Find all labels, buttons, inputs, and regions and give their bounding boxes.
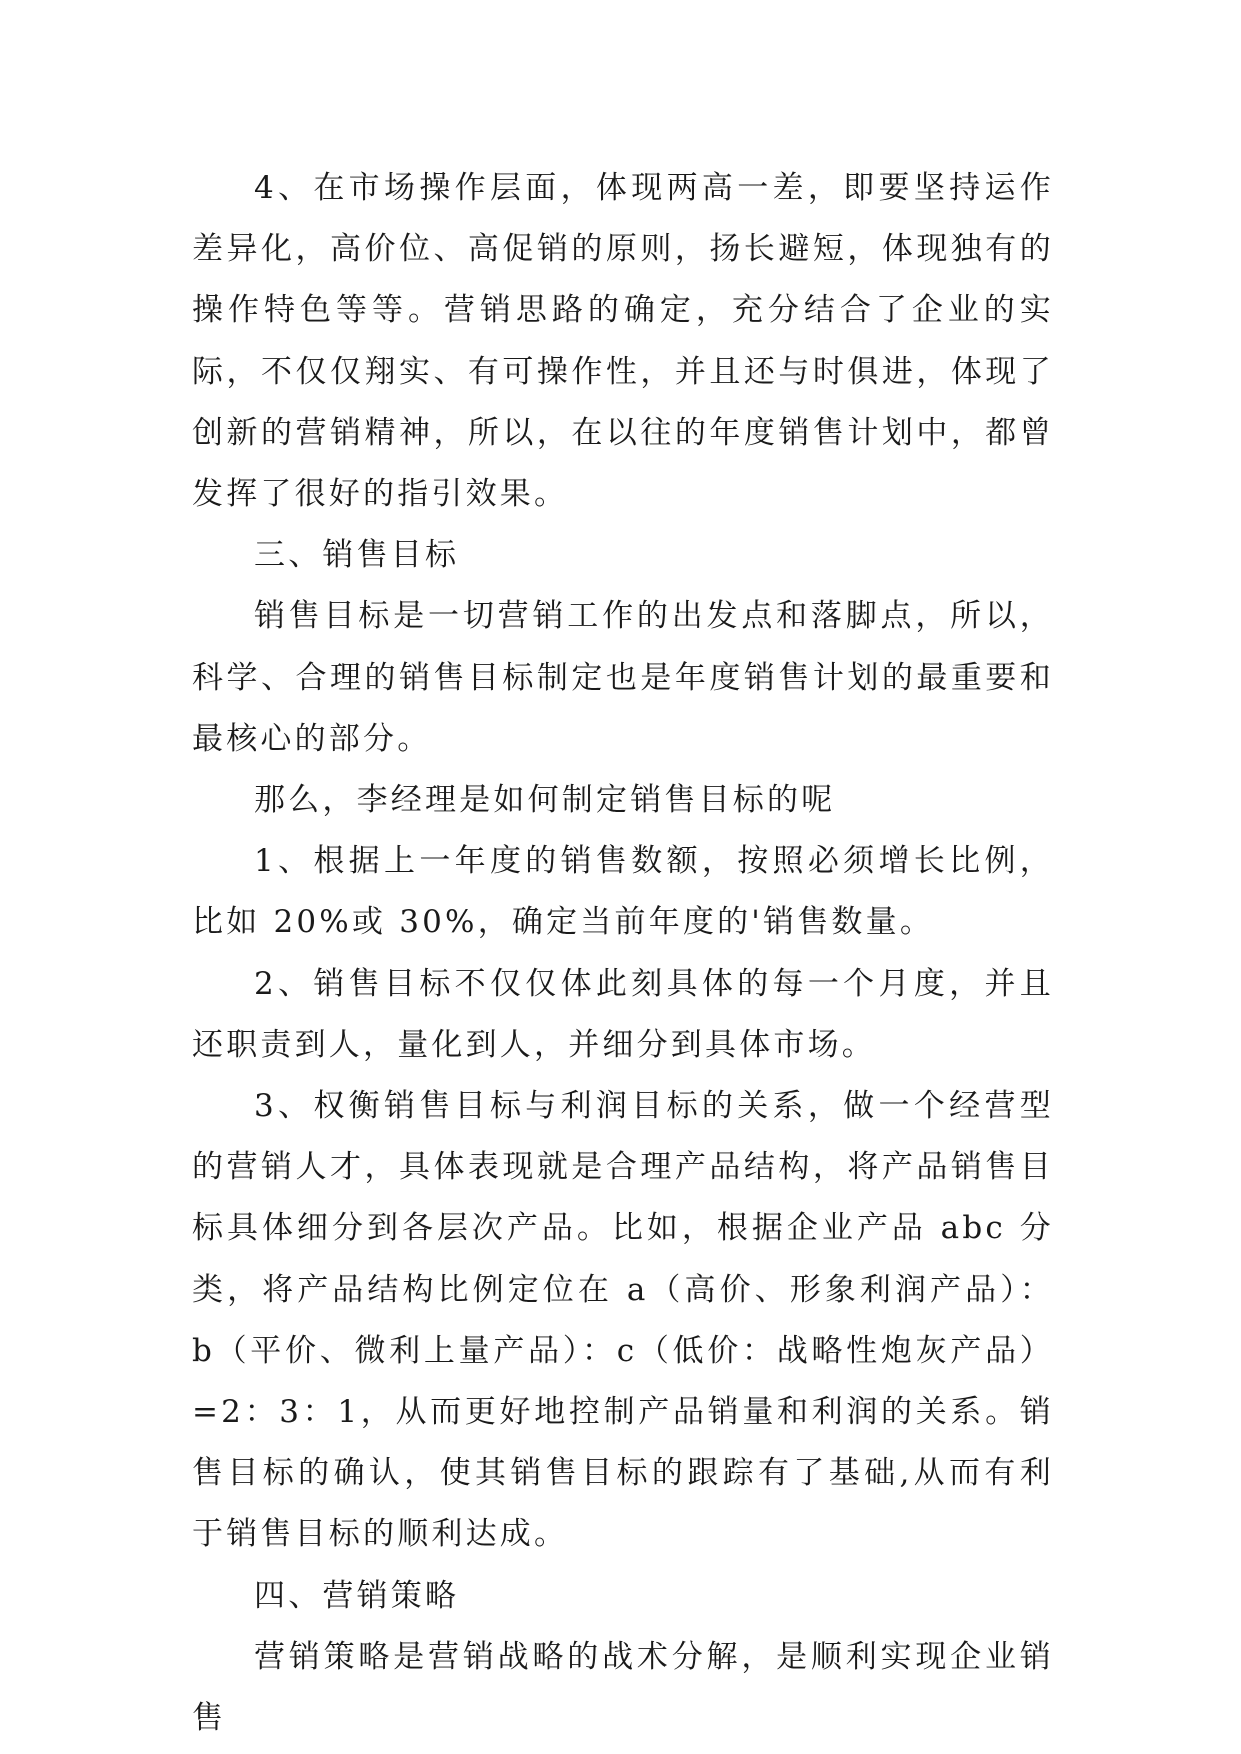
document-body bbox=[192, 158, 1054, 1749]
paragraph-strategy-intro: 营销策略是营销战略的战术分解，是顺利实现企业销售 bbox=[192, 1638, 1054, 1737]
section-heading-marketing-strategy: 四、营销策略 bbox=[254, 1577, 460, 1614]
paragraph-question: 那么，李经理是如何制定销售目标的呢 bbox=[254, 782, 836, 819]
paragraph-item-1: 1、根据上一年度的销售数额，按照必须增长比例，比如 20%或 30%，确定当前年度的'销售数量。 bbox=[192, 843, 1054, 941]
paragraph-sales-target-intro: 销售目标是一切营销工作的出发点和落脚点，所以，科学、合理的销售目标制定也是年度销售计划的最重要和最核心的部分。 bbox=[192, 598, 1054, 757]
paragraph-item-2: 2、销售目标不仅仅体此刻具体的每一个月度，并且还职责到人，量化到人，并细分到具体市场。 bbox=[192, 965, 1054, 1063]
section-heading-sales-target: 三、销售目标 bbox=[254, 537, 460, 574]
paragraph-item-3: 3、权衡销售目标与利润目标的关系，做一个经营型的营销人才，具体表现就是合理产品结构，将产品销售目标具体细分到各层次产品。比如，根据企业产品 abc 分类，将产品结构比例定位在 a（高价、形象利润产品）：b（平价、微利上量产品）：c（低价：战略性炮灰产品）=2：3：1，从而更好地控制产品销量和利润的关系。销售目标的确认，使其销售目标的跟踪有了基础,从而有利于销售目标的顺利达成。 bbox=[192, 1088, 1054, 1553]
paragraph-market-operation: 4、在市场操作层面，体现两高一差，即要坚持运作差异化，高价位、高促销的原则，扬长避短，体现独有的操作特色等等。营销思路的确定，充分结合了企业的实际，不仅仅翔实、有可操作性，并且还与时俱进，体现了创新的营销精神，所以，在以往的年度销售计划中，都曾发挥了很好的指引效果。 bbox=[192, 170, 1054, 513]
